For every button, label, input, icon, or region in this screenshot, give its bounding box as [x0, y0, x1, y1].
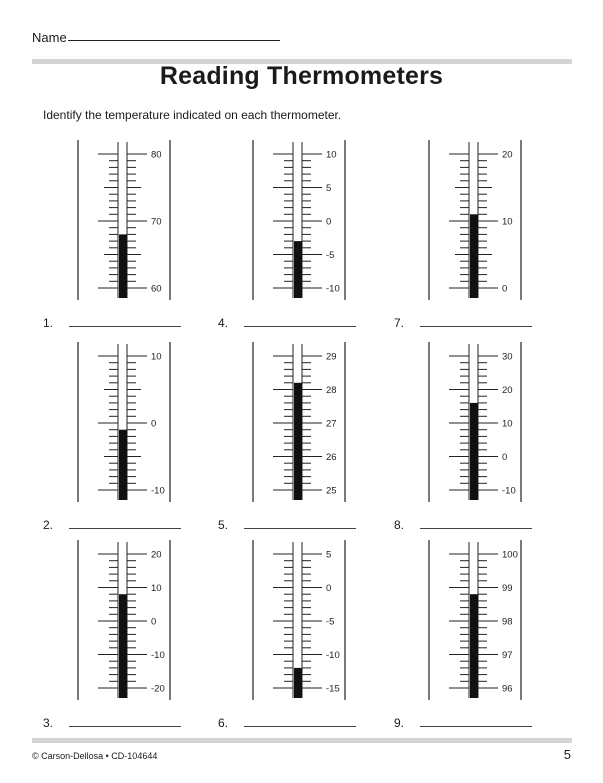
scale-label: 30: [502, 351, 513, 363]
scale-label: 25: [326, 485, 337, 497]
mercury-column: [119, 594, 127, 698]
scale-label: 96: [502, 683, 513, 695]
scale-label: 10: [502, 418, 513, 430]
scale-label: 60: [151, 283, 162, 295]
mercury-column: [294, 241, 302, 298]
scale-label: 29: [326, 351, 337, 363]
scale-label: -5: [326, 616, 335, 628]
scale-label: -15: [326, 683, 340, 695]
scale-label: 10: [502, 216, 513, 228]
scale-label: 98: [502, 616, 513, 628]
problem-number: 8.: [394, 518, 405, 532]
answer-line[interactable]: [69, 528, 181, 529]
thermometer: [77, 140, 177, 302]
thermometer: [77, 540, 177, 702]
scale-label: -10: [151, 485, 165, 497]
scale-label: 70: [151, 216, 162, 228]
problem-number: 6.: [218, 716, 229, 730]
scale-label: 27: [326, 418, 337, 430]
scale-label: 5: [326, 549, 332, 561]
problem-number: 5.: [218, 518, 229, 532]
problem-number: 9.: [394, 716, 405, 730]
thermometer: [428, 140, 528, 302]
scale-label: -20: [151, 683, 165, 695]
mercury-column: [294, 668, 302, 698]
answer-line[interactable]: [244, 528, 356, 529]
scale-label: -10: [326, 283, 340, 295]
thermometer: [252, 540, 352, 702]
scale-label: 0: [502, 452, 508, 463]
scale-label: -10: [151, 650, 165, 661]
answer-line[interactable]: [420, 528, 532, 529]
scale-label: 0: [326, 583, 332, 594]
scale-label: 0: [151, 418, 157, 430]
scale-label: 97: [502, 650, 513, 661]
problem-number: 3.: [43, 716, 54, 730]
scale-label: 5: [326, 183, 332, 194]
page-title: Reading Thermometers: [159, 62, 444, 90]
scale-label: 0: [151, 616, 157, 628]
scale-label: -10: [502, 485, 516, 497]
problem-number: 2.: [43, 518, 54, 532]
scale-label: 10: [326, 149, 337, 161]
thermometer: [428, 342, 528, 504]
answer-line[interactable]: [420, 726, 532, 727]
bottom-band: [32, 738, 572, 743]
copyright-footer: © Carson-Dellosa • CD-104644: [32, 751, 158, 761]
answer-line[interactable]: [69, 326, 181, 327]
instructions: Identify the temperature indicated on each thermometer.: [43, 108, 342, 122]
answer-line[interactable]: [244, 326, 356, 327]
mercury-column: [119, 430, 127, 500]
scale-label: 80: [151, 149, 162, 161]
scale-label: 20: [502, 149, 513, 161]
mercury-column: [119, 234, 127, 298]
page-number: 5: [563, 747, 571, 762]
mercury-column: [294, 383, 302, 500]
scale-label: -5: [326, 250, 335, 261]
name-label: Name: [32, 30, 67, 45]
scale-label: 26: [326, 452, 337, 463]
scale-label: 0: [326, 216, 332, 228]
scale-label: -10: [326, 650, 340, 661]
problem-number: 7.: [394, 316, 405, 330]
scale-label: 20: [502, 385, 513, 396]
mercury-column: [470, 594, 478, 698]
problem-number: 1.: [43, 316, 54, 330]
scale-label: 10: [151, 351, 162, 363]
answer-line[interactable]: [420, 326, 532, 327]
scale-label: 20: [151, 549, 162, 561]
thermometer: [77, 342, 177, 504]
scale-label: 99: [502, 583, 513, 594]
answer-line[interactable]: [69, 726, 181, 727]
scale-label: 28: [326, 385, 337, 396]
mercury-column: [470, 403, 478, 500]
mercury-column: [470, 214, 478, 298]
thermometer: [428, 540, 528, 702]
problem-number: 4.: [218, 316, 229, 330]
scale-label: 100: [502, 549, 518, 561]
scale-label: 0: [502, 283, 508, 295]
thermometer: [252, 342, 352, 504]
answer-line[interactable]: [244, 726, 356, 727]
scale-label: 10: [151, 583, 162, 594]
thermometer: [252, 140, 352, 302]
